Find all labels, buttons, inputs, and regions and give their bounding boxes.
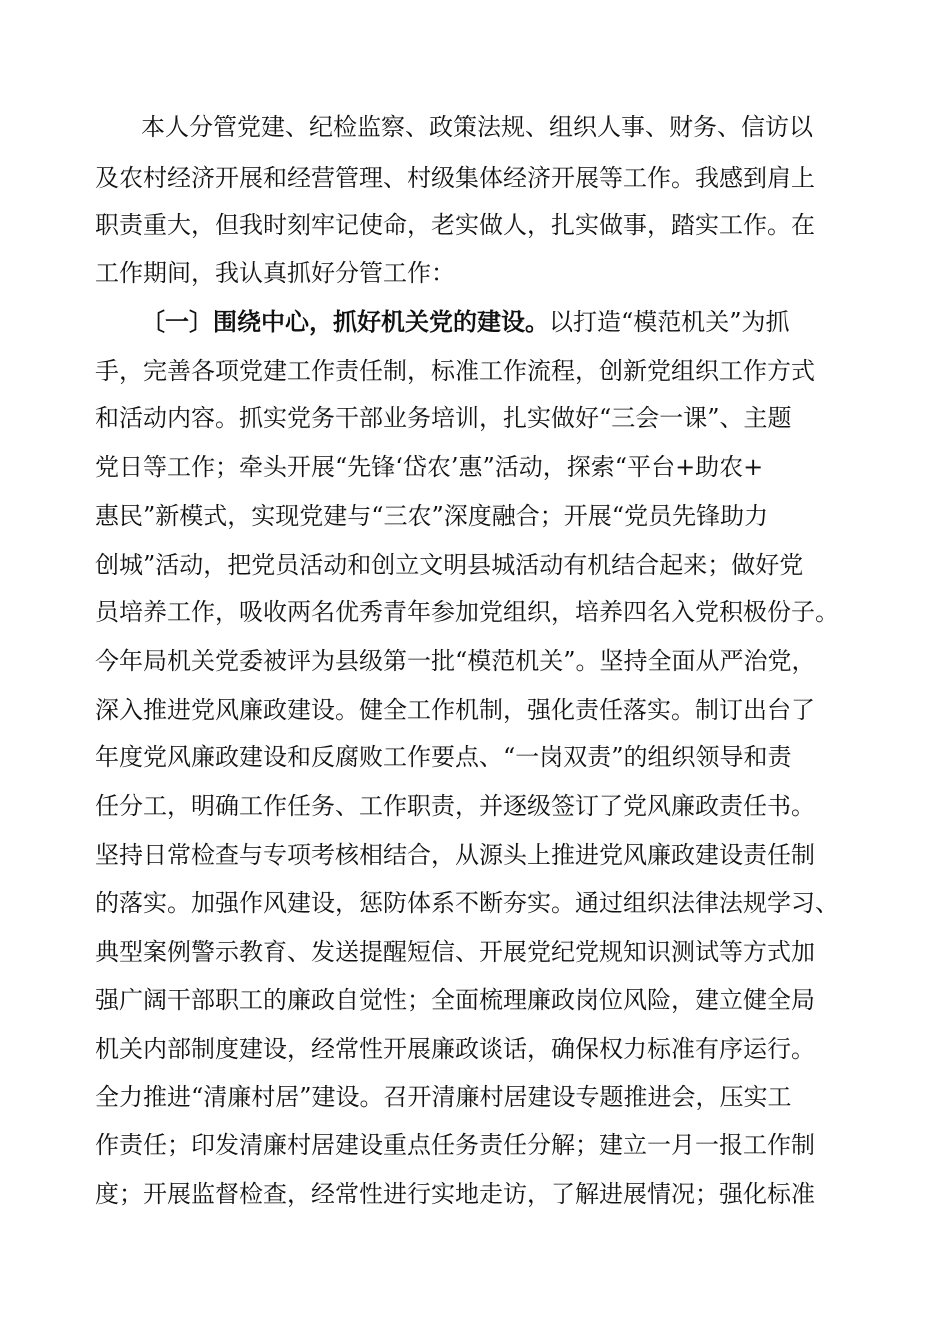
paragraph-2-line-8: 今年局机关党委被评为县级第一批“模范机关”。坚持全面从严治党， — [95, 647, 816, 675]
paragraph-1-line-4: 工作期间，我认真抓好分管工作： — [95, 259, 455, 287]
section-heading-continuation: 以打造“模范机关”为抓 — [549, 308, 790, 336]
paragraph-1-line-1: 本人分管党建、纪检监察、政策法规、组织人事、财务、信访以 — [141, 113, 813, 141]
paragraph-1-line-2: 及农村经济开展和经营管理、村级集体经济开展等工作。我感到肩上 — [95, 164, 815, 192]
paragraph-2-line-4: 党日等工作；牵头开展“先锋‘岱农’惠”活动，探索“平台+助农+ — [95, 453, 764, 481]
paragraph-2-line-12: 坚持日常检查与专项考核相结合，从源头上推进党风廉政建设责任制 — [95, 841, 815, 869]
paragraph-2-line-15: 强广阔干部职工的廉政自觉性；全面梳理廉政岗位风险，建立健全局 — [95, 986, 815, 1014]
paragraph-2-line-3: 和活动内容。抓实党务干部业务培训，扎实做好“三会一课”、主题 — [95, 404, 792, 432]
paragraph-2-line-9: 深入推进党风廉政建设。健全工作机制，强化责任落实。制订出台了 — [95, 696, 815, 724]
paragraph-2-line-16: 机关内部制度建设，经常性开展廉政谈话，确保权力标准有序运行。 — [95, 1035, 815, 1063]
paragraph-2-line-2: 手，完善各项党建工作责任制，标准工作流程，创新党组织工作方式 — [95, 357, 815, 385]
paragraph-2-line-19: 度；开展监督检查，经常性进行实地走访，了解进展情况；强化标准 — [95, 1180, 815, 1208]
paragraph-2-line-6: 创城”活动，把党员活动和创立文明县城活动有机结合起来；做好党 — [95, 551, 804, 579]
paragraph-2-line-13: 的落实。加强作风建设，惩防体系不断夯实。通过组织法律法规学习、 — [95, 889, 839, 917]
paragraph-2-line-10: 年度党风廉政建设和反腐败工作要点、“一岗双责”的组织领导和责 — [95, 743, 792, 771]
paragraph-2-line-5: 惠民”新模式，实现党建与“三农”深度融合；开展“党员先锋助力 — [95, 502, 769, 530]
paragraph-1-line-3: 职责重大，但我时刻牢记使命，老实做人，扎实做事，踏实工作。在 — [95, 211, 815, 239]
paragraph-2-line-17: 全力推进“清廉村居”建设。召开清廉村居建设专题推进会，压实工 — [95, 1083, 792, 1111]
paragraph-2-line-11: 任分工，明确工作任务、工作职责，并逐级签订了党风廉政责任书。 — [95, 792, 815, 820]
paragraph-2-line-18: 作责任；印发清廉村居建设重点任务责任分解；建立一月一报工作制 — [95, 1131, 815, 1159]
paragraph-2-line-7: 员培养工作，吸收两名优秀青年参加党组织，培养四名入党积极份子。 — [95, 598, 839, 626]
section-heading: 〔一〕围绕中心，抓好机关党的建设。 — [141, 308, 549, 336]
paragraph-2-line-1 — [141, 302, 881, 342]
paragraph-2-line-14: 典型案例警示教育、发送提醒短信、开展党纪党规知识测试等方式加 — [95, 938, 815, 966]
